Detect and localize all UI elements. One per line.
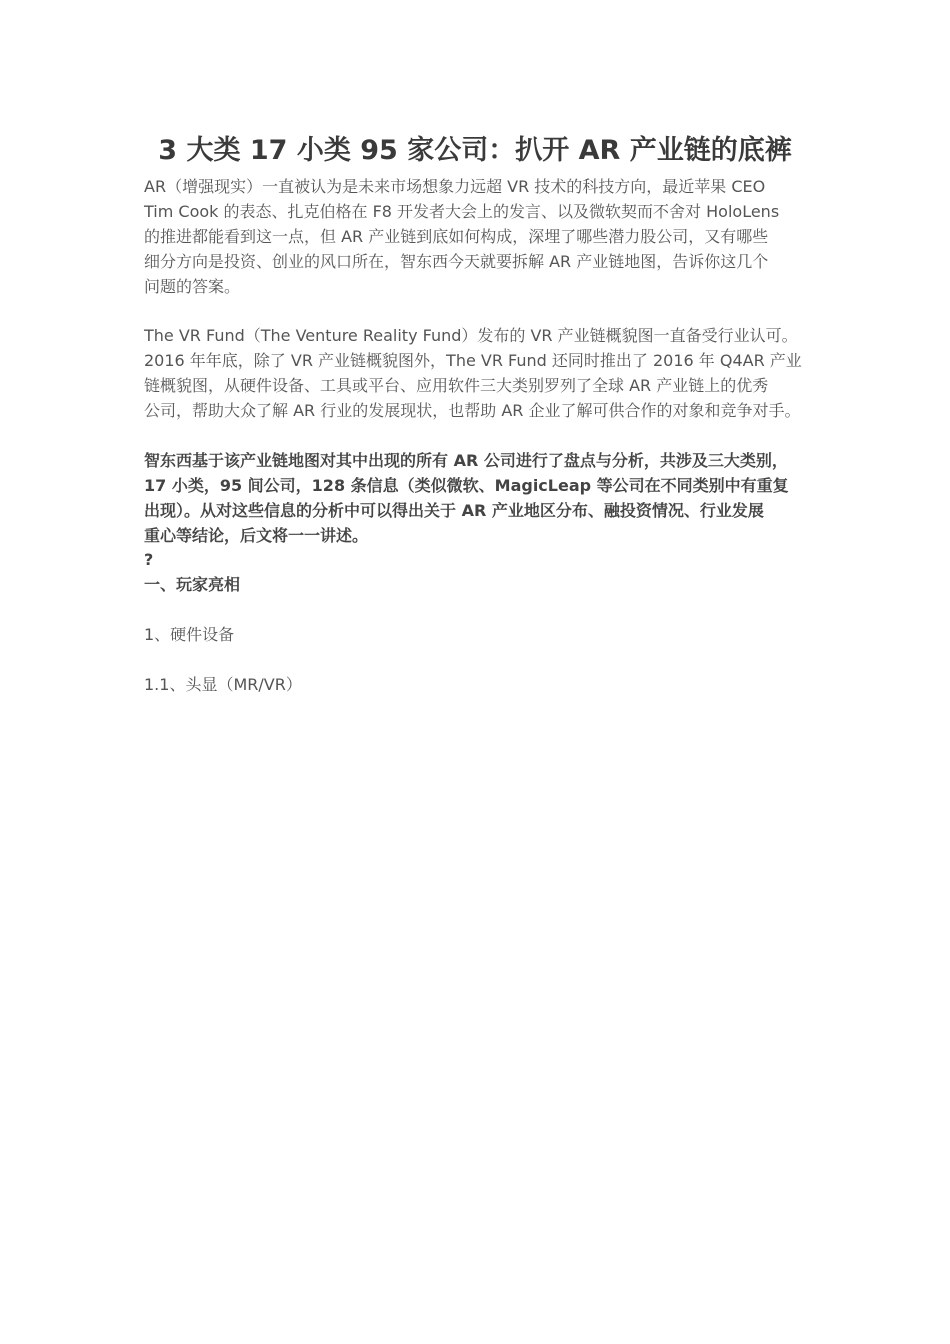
- paragraph-line: The VR Fund（The Venture Reality Fund）发布的 VR 产业链概貌图一直备受行业认可。: [144, 326, 798, 345]
- paragraph-line: 问题的答案。: [144, 277, 241, 296]
- paragraph-line: 2016 年年底，除了 VR 产业链概貌图外，The VR Fund 还同时推出了 2016 年 Q4AR 产业: [144, 351, 802, 370]
- analysis-summary-paragraph: [144, 448, 820, 548]
- paragraph-line: 智东西基于该产业链地图对其中出现的所有 AR 公司进行了盘点与分析，共涉及三大类别，: [144, 451, 788, 470]
- paragraph-line: Tim Cook 的表态、扎克伯格在 F8 开发者大会上的发言、以及微软契而不舍对 HoloLens: [144, 202, 780, 221]
- paragraph-line: 细分方向是投资、创业的风口所在，智东西今天就要拆解 AR 产业链地图，告诉你这几个: [144, 252, 769, 271]
- article-title: 3 大类 17 小类 95 家公司：扒开 AR 产业链的底裤: [158, 135, 792, 166]
- paragraph-line: 链概貌图，从硬件设备、工具或平台、应用软件三大类别罗列了全球 AR 产业链上的优秀: [144, 376, 769, 395]
- paragraph-line: 出现）。从对这些信息的分析中可以得出关于 AR 产业地区分布、融投资情况、行业发展: [144, 501, 764, 520]
- vr-fund-paragraph: [144, 323, 820, 423]
- paragraph-line: 17 小类，95 间公司，128 条信息（类似微软、MagicLeap 等公司在不同类别中有重复: [144, 476, 789, 495]
- paragraph-line: AR（增强现实）一直被认为是未来市场想象力远超 VR 技术的科技方向，最近苹果 CEO: [144, 177, 766, 196]
- intro-paragraph: [144, 174, 820, 299]
- paragraph-line: 重心等结论，后文将一一讲述。: [144, 526, 369, 545]
- subheading-hardware: 1、硬件设备: [144, 625, 235, 644]
- paragraph-line: 的推进都能看到这一点，但 AR 产业链到底如何构成，深埋了哪些潜力股公司，又有哪些: [144, 227, 769, 246]
- section-heading: 一、玩家亮相: [144, 575, 241, 594]
- question-mark: ?: [144, 550, 154, 569]
- paragraph-line: 公司，帮助大众了解 AR 行业的发展现状，也帮助 AR 企业了解可供合作的对象和竞争对手。: [144, 401, 801, 420]
- subheading-headset: 1.1、头显（MR/VR）: [144, 675, 302, 694]
